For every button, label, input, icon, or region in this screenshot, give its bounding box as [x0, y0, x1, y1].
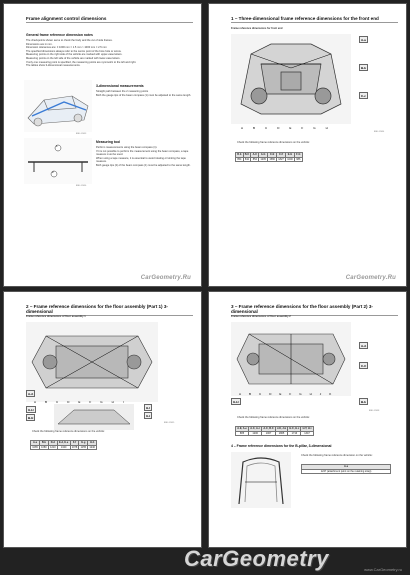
page-3-caption: Frame reference dimensions of floor assembly 1 [26, 315, 86, 318]
3d-measurements-text: Straight path between the 2 measuring points Both the gauge tips of the beam compass (1) must be adjusted to the same length. [96, 90, 192, 97]
page-4 [209, 292, 406, 547]
b-pillar-check: Check the following frame reference dimension on the vehicle: [301, 454, 373, 457]
b-pillar-diagram [231, 452, 291, 508]
page-2-header: 1 – Three-dimensional frame reference dimensions for the front end [231, 16, 398, 23]
notes-heading: General frame reference dimension notes [26, 33, 93, 37]
page-2-check: Check the following frame reference dimensions on the vehicle: [237, 141, 310, 144]
page-1-watermark: CarGeometry.Ru [140, 275, 191, 281]
front-end-diagram [231, 34, 351, 124]
tag-b-b-floor2: B-b [361, 399, 366, 404]
page-4-header: 3 – Frame reference dimensions for the floor assembly (Part 2) 3-dimensional [231, 304, 398, 316]
tag-c-c-floor2: C-C [361, 363, 367, 368]
logo-text: CarGeometry [184, 546, 329, 571]
tag-g-h: G-H [28, 407, 34, 412]
b-pillar-heading: 4 – Frame reference dimensions for the B-pillar, 3-dimensional [231, 444, 332, 448]
tag-g-i: G-I [146, 413, 151, 418]
page-3-check: Check the following frame reference dimensions on the vehicle: [32, 430, 105, 433]
figure-id-3: BSK-12454 [374, 131, 385, 133]
brand-logo [170, 546, 406, 572]
tag-c-c: C-c [361, 93, 366, 98]
callout-2: 2 [52, 170, 54, 174]
floor-assembly-2-table: A-E, A-e A-C, A-c A-C, B-C J-K, J-k H-C, H-c H-T, H-t 885 1206 1067 1865 1716 1347 [237, 427, 312, 435]
page-3 [4, 292, 201, 547]
page-1 [4, 4, 201, 286]
page-1-header: Frame alignment control dimensions [26, 16, 193, 23]
page-2-watermark: CarGeometry.Ru [345, 275, 396, 281]
measuring-tool-text: Perform measurements using the beam compass (1). If it is not possible to perform the measurement using the beam compass, a tape measure must be used. When using a tape measure, it is essential to avoid rotating or kinking the tape measure. Both gauge tips (2) of the beam compass (1) must be adjusted to the same length. [96, 146, 191, 167]
figure-id-5: BSK-12458 [369, 410, 380, 412]
callout-1: 1 [56, 144, 58, 148]
tag-g-h-floor2: G-H [233, 399, 239, 404]
page-4-check: Check the following frame reference dimensions on the vehicle: [237, 416, 310, 419]
tag-b-b: B-b [361, 65, 366, 70]
tag-a-a-floor2: A-A [361, 343, 367, 348]
page-4-caption: Frame reference dimensions of floor assembly 2 [231, 315, 291, 318]
floor-detail-diagram [54, 404, 134, 430]
page-3-header: 2 – Frame reference dimensions for the floor assembly (Part 1) 3-dimensional [26, 304, 193, 316]
floor-assembly-2-diagram [231, 322, 351, 396]
point-labels: ABCDEFGH [241, 126, 338, 130]
figure-id-4: BSK-12455 [164, 422, 175, 424]
tag-h-i: H-I [146, 405, 150, 410]
3d-measurements-heading: 3-dimensional measurements [96, 84, 144, 88]
page-2 [209, 4, 406, 286]
front-end-table: B-b B-C A-C A-G C-E C-F E-G F-G 854 842 854 1205 1580 1827 1000 986 [237, 153, 301, 161]
logo-url: www.CarGeometry.ru [364, 567, 402, 572]
beam-compass-figure [24, 138, 92, 184]
figure-id-1: BSK-12453 [76, 133, 87, 135]
page-2-caption: Frame reference dimensions for front end [231, 27, 283, 30]
tag-a-a-floor1: A-A [28, 391, 34, 396]
measuring-tool-heading: Measuring tool [96, 140, 121, 144]
tag-b-h: B-H [28, 415, 34, 420]
floor1-point-labels: ABCDEFGHI [34, 400, 133, 404]
b-pillar-table: A-a 1247 (attachment point on the retaining strap) [301, 464, 391, 474]
floor2-point-labels: ABCDEFGHJK [239, 392, 340, 396]
tag-a-a: A-a [361, 37, 366, 42]
car-diagram-figure [24, 80, 92, 132]
floor-assembly-1-diagram [26, 322, 158, 402]
notes-text: The checkpoints shown serve to check the body and the cut of side frames. Dimensions are in mm. Dimension tolerances are: ± 1000 mm = 1.5 mm > 1000 mm = 2.5 mm The specified dimensions always refer to the centre point of the bore hole or screw. Measuring points on the right side of the vehicle are marked with upper-case letters. Measuring points on the left side of the vehicle are marked with lower-case letters. If only one measuring point is specified, the measuring points are symmetric to the left and right. The tables show 3-dimensional measurements. [26, 39, 137, 68]
figure-id-2: BSK-12456 [76, 185, 87, 187]
floor-assembly-1-table: A-a B-b D-d E-d, E-e F-f G-g H-h 1065 1080 1210 1340 1078 1155 1240 [32, 441, 95, 449]
